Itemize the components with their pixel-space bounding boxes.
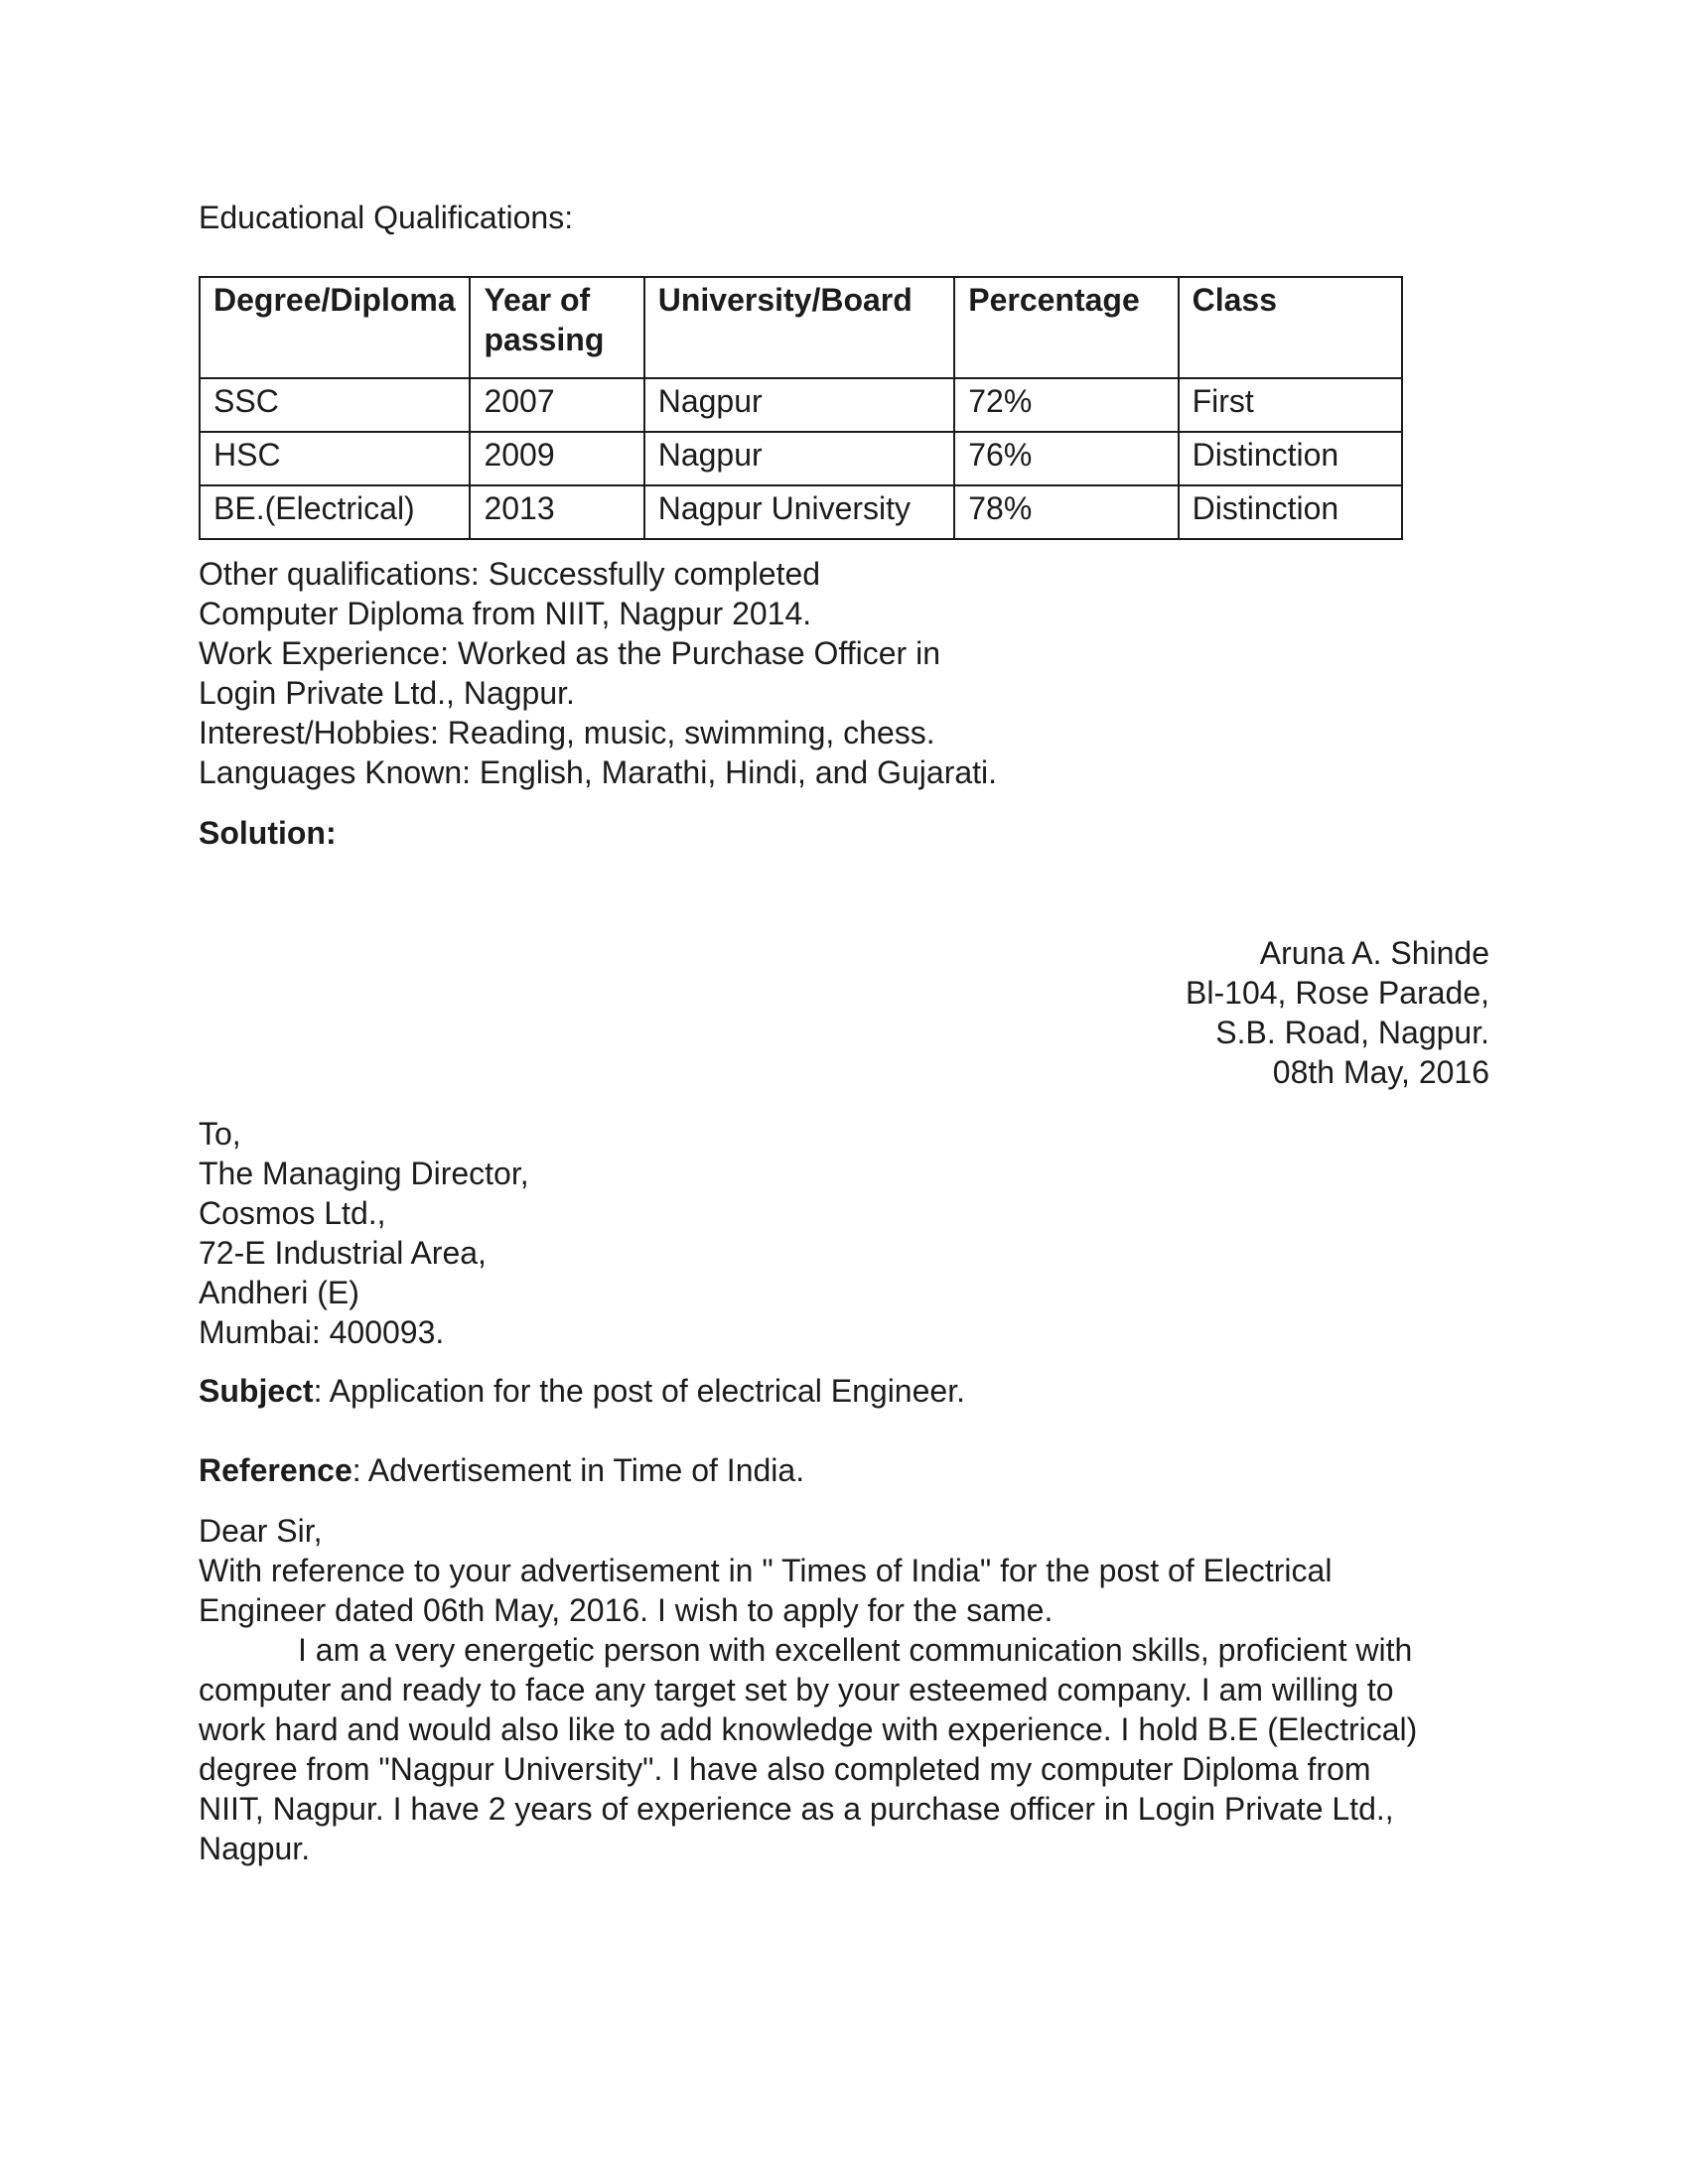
- header-year: Year of passing: [470, 277, 643, 378]
- table-cell: 78%: [954, 485, 1178, 539]
- section-heading: Educational Qualifications:: [199, 200, 574, 235]
- table-cell: 72%: [954, 378, 1178, 432]
- table-row: [200, 378, 1402, 432]
- paragraph-line: [199, 1630, 1489, 1670]
- sender-address-line: S.B. Road, Nagpur.: [1215, 1015, 1489, 1050]
- receiver-address: [199, 1114, 529, 1352]
- receiver-company: Cosmos Ltd.,: [199, 1195, 386, 1231]
- reference-text: : Advertisement in Time of India.: [352, 1452, 805, 1488]
- table-row: [200, 485, 1402, 539]
- header-class: Class: [1179, 277, 1402, 378]
- qualifications-table: [199, 276, 1403, 540]
- paragraph-line: With reference to your advertisement in " Times of India" for the post of Electrical: [199, 1553, 1333, 1588]
- subject-line: [199, 1371, 965, 1411]
- subject-text: : Application for the post of electrical Engineer.: [313, 1373, 965, 1409]
- table-cell: Nagpur University: [644, 485, 955, 539]
- other-line: Other qualifications: Successfully completed: [199, 556, 821, 592]
- table-cell: SSC: [200, 378, 470, 432]
- table-cell: BE.(Electrical): [200, 485, 470, 539]
- receiver-address-line: 72-E Industrial Area,: [199, 1235, 487, 1271]
- header-percentage: Percentage: [954, 277, 1178, 378]
- other-line: Languages Known: English, Marathi, Hindi, and Gujarati.: [199, 754, 998, 790]
- to-label: To,: [199, 1116, 241, 1152]
- sender-address: [1186, 933, 1489, 1092]
- reference-label: Reference: [199, 1452, 352, 1488]
- table-cell: First: [1179, 378, 1402, 432]
- paragraph-line: NIIT, Nagpur. I have 2 years of experience as a purchase officer in Login Private Ltd.,: [199, 1791, 1394, 1827]
- table-cell: Nagpur: [644, 432, 955, 485]
- sender-address-line: Bl-104, Rose Parade,: [1186, 975, 1489, 1011]
- table-cell: Distinction: [1179, 485, 1402, 539]
- sender-name: Aruna A. Shinde: [1259, 935, 1489, 971]
- subject-label: Subject: [199, 1373, 314, 1409]
- salutation: Dear Sir,: [199, 1513, 323, 1549]
- paragraph-line-text: I am a very energetic person with excellent communication skills, proficient with: [298, 1632, 1413, 1668]
- table-row: [200, 432, 1402, 485]
- paragraph-line: work hard and would also like to add knowledge with experience. I hold B.E (Electrical): [199, 1711, 1418, 1747]
- receiver-city: Mumbai: 400093.: [199, 1314, 445, 1350]
- other-line: Interest/Hobbies: Reading, music, swimming, chess.: [199, 715, 935, 751]
- reference-line: [199, 1450, 804, 1490]
- paragraph-line: computer and ready to face any target set by your esteemed company. I am willing to: [199, 1672, 1394, 1707]
- solution-label: Solution:: [199, 815, 337, 851]
- table-cell: 2013: [470, 485, 643, 539]
- paragraph-line: Nagpur.: [199, 1831, 311, 1866]
- letter-date: 08th May, 2016: [1272, 1054, 1489, 1090]
- receiver-address-line: Andheri (E): [199, 1275, 359, 1310]
- header-degree: Degree/Diploma: [200, 277, 470, 378]
- table-cell: 76%: [954, 432, 1178, 485]
- table-cell: HSC: [200, 432, 470, 485]
- table-cell: Nagpur: [644, 378, 955, 432]
- table-cell: 2007: [470, 378, 643, 432]
- table-header-row: [200, 277, 1402, 378]
- paragraph-line: Engineer dated 06th May, 2016. I wish to apply for the same.: [199, 1592, 1054, 1628]
- paragraph-line: degree from "Nagpur University". I have also completed my computer Diploma from: [199, 1751, 1371, 1787]
- header-university: University/Board: [644, 277, 955, 378]
- receiver-designation: The Managing Director,: [199, 1156, 529, 1191]
- other-line: Login Private Ltd., Nagpur.: [199, 675, 575, 711]
- other-details: [199, 554, 997, 792]
- letter-body: [199, 1511, 1489, 1868]
- other-line: Work Experience: Worked as the Purchase Officer in: [199, 635, 940, 671]
- table-cell: Distinction: [1179, 432, 1402, 485]
- other-line: Computer Diploma from NIIT, Nagpur 2014.: [199, 596, 812, 631]
- table-cell: 2009: [470, 432, 643, 485]
